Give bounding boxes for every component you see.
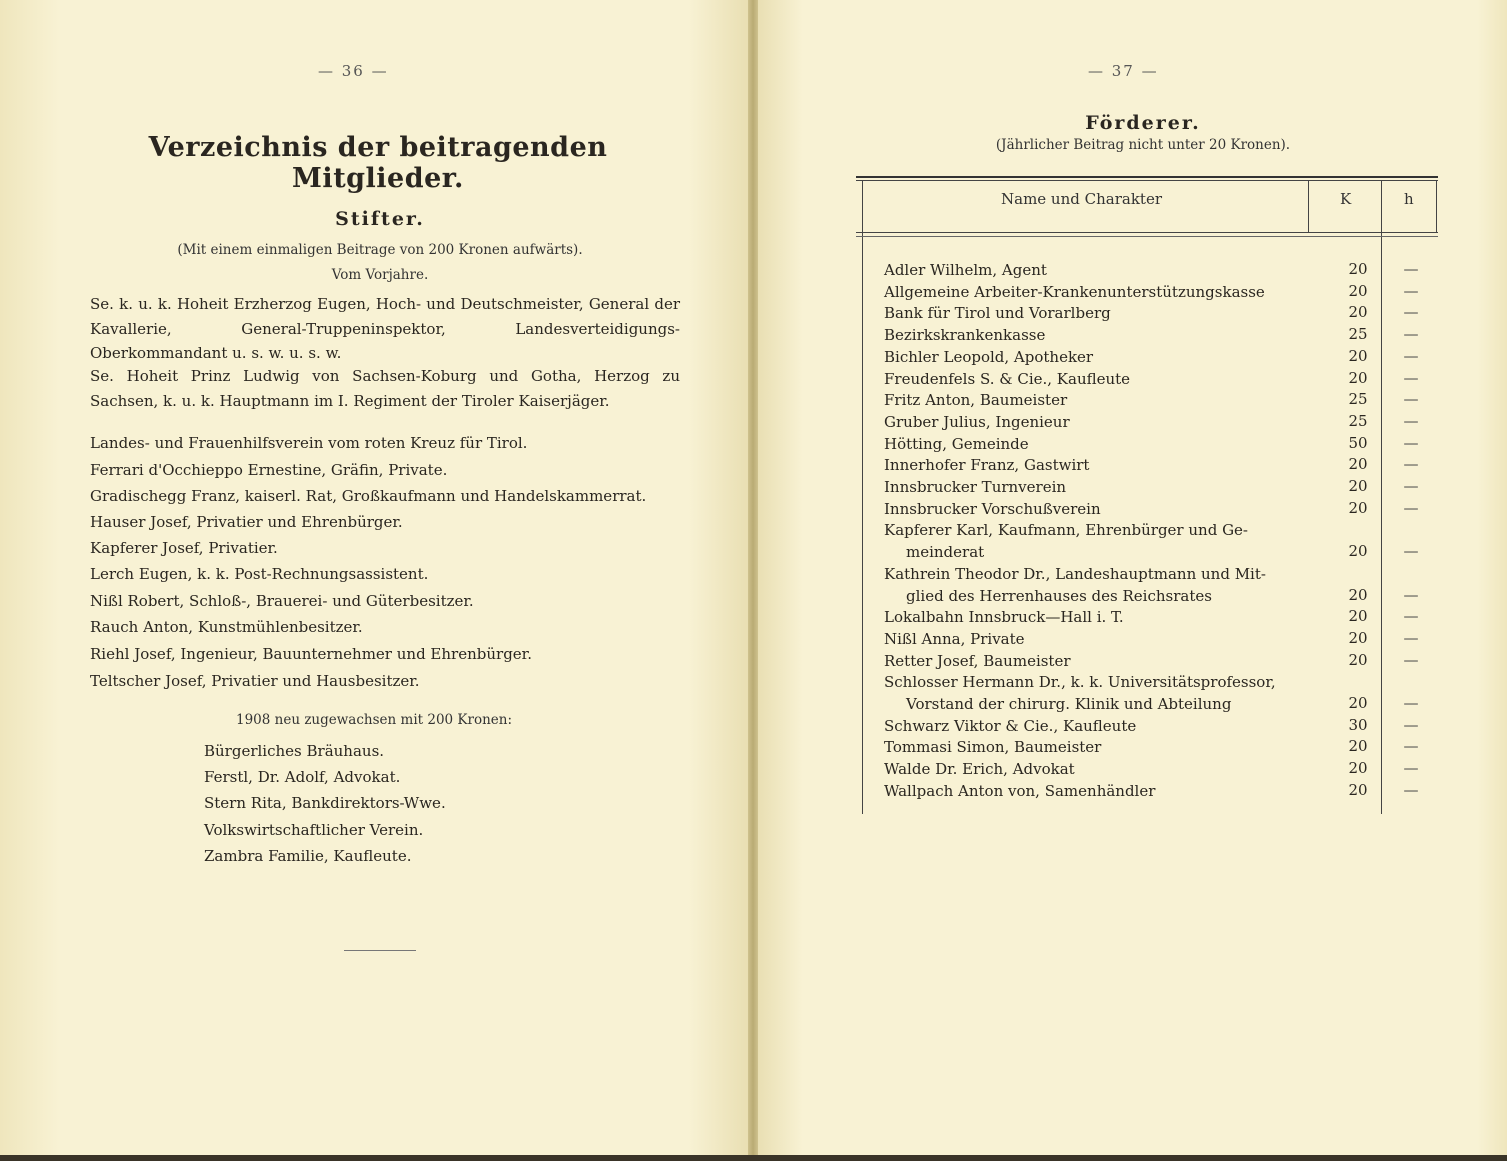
table-row-k: 25 <box>1348 325 1368 344</box>
table-row-k: 20 <box>1348 628 1368 647</box>
table-row-k: 25 <box>1348 411 1368 430</box>
table-row-name-line: meinderat <box>906 543 985 562</box>
new-member-entry: Bürgerliches Bräuhaus. <box>204 742 385 760</box>
table-row-h: — <box>1403 498 1419 517</box>
table-header-rule <box>856 232 1438 233</box>
table-row-k: 20 <box>1348 542 1368 561</box>
table-row-name <box>884 477 1066 499</box>
table-row-k: 20 <box>1348 260 1368 278</box>
table-row-name-line: Lokalbahn Innsbruck—Hall i. T. <box>884 608 1124 627</box>
table-top-rule-inner <box>856 180 1438 181</box>
table-row-k: 20 <box>1348 650 1368 669</box>
table-row-name-line: Innsbrucker Turnverein <box>884 478 1067 496</box>
left-page <box>0 0 748 1161</box>
table-row-name-line: Bichler Leopold, Apotheker <box>884 347 1094 366</box>
table-row-name-line: Tommasi Simon, Baumeister <box>884 738 1102 757</box>
table-row-k: 20 <box>1348 585 1368 604</box>
table-row-h: — <box>1403 628 1419 647</box>
stifter-entry: Rauch Anton, Kunstmühlenbesitzer. <box>90 618 363 636</box>
table-row-name-line: Innerhofer Franz, Gastwirt <box>884 456 1090 475</box>
table-row-name <box>884 607 1124 629</box>
stifter-entry: Teltscher Josef, Privatier und Hausbesitzer. <box>90 672 420 690</box>
table-row-name-line: Freudenfels S. & Cie., Kaufleute <box>884 369 1131 388</box>
new-member-entry: Ferstl, Dr. Adolf, Advokat. <box>204 768 401 786</box>
table-header-rule-inner <box>856 236 1438 237</box>
table-row-name-line: Innsbrucker Vorschußverein <box>884 499 1101 518</box>
table-row-k: 20 <box>1348 607 1368 626</box>
stifter-entry: Nißl Robert, Schloß-, Brauerei- und Güterbesitzer. <box>90 592 474 610</box>
table-row-k: 20 <box>1348 346 1368 365</box>
table-row-h: — <box>1403 607 1419 626</box>
table-row-k: 20 <box>1348 455 1368 474</box>
table-row-name <box>884 672 1276 715</box>
table-right-rule <box>1436 180 1437 232</box>
stifter-entry: Landes- und Frauenhilfsverein vom roten Kreuz für Tirol. <box>90 434 528 452</box>
table-row-name-line: Kapferer Karl, Kaufmann, Ehrenbürger und Ge- <box>884 521 1248 540</box>
stifter-entry: Riehl Josef, Ingenieur, Bauunternehmer und Ehrenbürger. <box>90 645 532 663</box>
table-row-h: — <box>1403 585 1419 604</box>
table-row-k: 20 <box>1348 780 1368 799</box>
table-row-name-line: Bezirkskrankenkasse <box>884 326 1046 345</box>
table-row-name-line: Retter Josef, Baumeister <box>884 651 1071 670</box>
table-row-name-line: Wallpach Anton von, Samenhändler <box>884 781 1156 800</box>
column-header-h: h <box>1404 190 1414 208</box>
column-header-name: Name und Charakter <box>1001 190 1162 208</box>
table-row-name <box>884 325 1045 347</box>
table-row-k: 25 <box>1348 390 1368 409</box>
table-row-name <box>884 716 1136 738</box>
table-row-name-line: Adler Wilhelm, Agent <box>884 261 1047 279</box>
new-member-entry: Volkswirtschaftlicher Verein. <box>204 821 424 839</box>
table-row-name <box>884 260 1047 282</box>
stifter-entry: Kapferer Josef, Privatier. <box>90 539 278 557</box>
stifter-entry: Lerch Eugen, k. k. Post-Rechnungsassistent. <box>90 565 429 583</box>
table-row-name <box>884 282 1265 304</box>
table-row-name <box>884 520 1248 563</box>
table-row-name-line: Hötting, Gemeinde <box>884 434 1029 453</box>
table-row-name <box>884 499 1101 521</box>
stifter-entry: Gradischegg Franz, kaiserl. Rat, Großkaufmann und Handelskammerrat. <box>90 487 647 505</box>
table-row-name <box>884 303 1111 325</box>
section-note-stifter: (Mit einem einmaligen Beitrage von 200 Kronen aufwärts). <box>177 242 583 258</box>
stifter-entry: Se. Hoheit Prinz Ludwig von Sachsen-Koburg und Gotha, Herzog zu Sachsen, k. u. k. Hauptmann im I. Regiment der Tiroler Kaiserjäger. <box>90 367 680 410</box>
foerderer-table <box>856 176 1438 814</box>
page-number-left: — 36 — <box>318 62 389 80</box>
table-row-h: — <box>1403 368 1419 387</box>
section-sub-vorjahre: Vom Vorjahre. <box>331 267 429 283</box>
table-row-name <box>884 737 1101 759</box>
table-row-k: 20 <box>1348 281 1368 300</box>
stifter-entry: Ferrari d'Occhieppo Ernestine, Gräfin, Private. <box>90 461 448 479</box>
table-row-k: 30 <box>1348 715 1368 734</box>
table-row-h: — <box>1403 346 1419 365</box>
table-row-h: — <box>1403 737 1419 756</box>
table-row-h: — <box>1403 542 1419 561</box>
table-row-h: — <box>1403 303 1419 322</box>
page-title: Verzeichnis der beitragenden Mitglieder. <box>148 132 608 194</box>
table-row-name-line: glied des Herrenhauses des Reichsrates <box>906 586 1212 605</box>
table-row-h: — <box>1403 433 1419 452</box>
table-row-name <box>884 759 1075 781</box>
stifter-entry: Se. k. u. k. Hoheit Erzherzog Eugen, Hoch- und Deutschmeister, General der Kavallerie, General-Truppeninspektor, Landesverteidigungs-Oberkommandant u. s. w. u. s. w. <box>90 295 680 362</box>
section-title-foerderer: Förderer. <box>1085 112 1201 134</box>
table-row-name <box>884 455 1089 477</box>
table-row-k: 20 <box>1348 737 1368 756</box>
new-members-heading: 1908 neu zugewachsen mit 200 Kronen: <box>236 712 513 728</box>
table-col-rule-k-right <box>1381 180 1382 814</box>
table-row-k: 20 <box>1348 303 1368 322</box>
table-row-h: — <box>1403 650 1419 669</box>
table-row-name-line: Nißl Anna, Private <box>884 629 1025 648</box>
table-row-h: — <box>1403 411 1419 430</box>
table-row-name-line: Bank für Tirol und Vorarlberg <box>884 304 1111 323</box>
section-note-foerderer: (Jährlicher Beitrag nicht unter 20 Kronen). <box>995 137 1291 153</box>
table-row-k: 20 <box>1348 368 1368 387</box>
end-rule <box>344 950 416 951</box>
table-row-h: — <box>1403 260 1419 278</box>
table-left-rule <box>862 180 863 814</box>
table-row-name-line: Schlosser Hermann Dr., k. k. Universitätsprofessor, <box>884 673 1276 692</box>
table-row-name <box>884 434 1029 456</box>
table-row-h: — <box>1403 477 1419 495</box>
table-row-k: 20 <box>1348 759 1368 778</box>
table-row-name-line: Schwarz Viktor & Cie., Kaufleute <box>884 716 1137 735</box>
table-row-name-line: Walde Dr. Erich, Advokat <box>884 760 1075 779</box>
table-row-name-line: Gruber Julius, Ingenieur <box>884 412 1070 431</box>
table-row-name <box>884 629 1025 651</box>
table-col-rule-k-left <box>1308 180 1309 232</box>
table-row-name <box>884 390 1067 412</box>
section-title-stifter: Stifter. <box>335 208 425 230</box>
bottom-edge <box>0 1155 1507 1161</box>
column-header-k: K <box>1340 190 1352 208</box>
table-row-name-line: Vorstand der chirurg. Klinik und Abteilung <box>906 695 1232 713</box>
stifter-entry: Hauser Josef, Privatier und Ehrenbürger. <box>90 513 403 531</box>
table-row-name <box>884 412 1070 434</box>
new-member-entry: Stern Rita, Bankdirektors-Wwe. <box>204 794 446 812</box>
table-row-k: 20 <box>1348 498 1368 517</box>
table-row-k: 50 <box>1348 433 1368 452</box>
table-row-h: — <box>1403 390 1419 409</box>
table-row-h: — <box>1403 455 1419 474</box>
table-row-name <box>884 651 1071 673</box>
page-number-right: — 37 — <box>1088 62 1159 80</box>
table-row-h: — <box>1403 715 1419 734</box>
table-row-k: 20 <box>1348 694 1368 712</box>
table-row-name <box>884 564 1266 607</box>
table-row-h: — <box>1403 780 1419 799</box>
table-top-rule <box>856 176 1438 178</box>
table-row-name <box>884 781 1155 803</box>
table-row-k: 20 <box>1348 477 1368 495</box>
table-row-name-line: Fritz Anton, Baumeister <box>884 391 1068 410</box>
book-gutter <box>748 0 758 1161</box>
new-member-entry: Zambra Familie, Kaufleute. <box>204 847 412 865</box>
table-row-h: — <box>1403 759 1419 778</box>
table-row-name <box>884 369 1130 391</box>
table-row-h: — <box>1403 281 1419 300</box>
table-row-name-line: Allgemeine Arbeiter-Krankenunterstützungskasse <box>884 282 1265 301</box>
table-row-name-line: Kathrein Theodor Dr., Landeshauptmann und Mit- <box>884 564 1266 583</box>
table-row-h: — <box>1403 325 1419 344</box>
table-row-name <box>884 347 1093 369</box>
table-row-h: — <box>1403 694 1419 712</box>
